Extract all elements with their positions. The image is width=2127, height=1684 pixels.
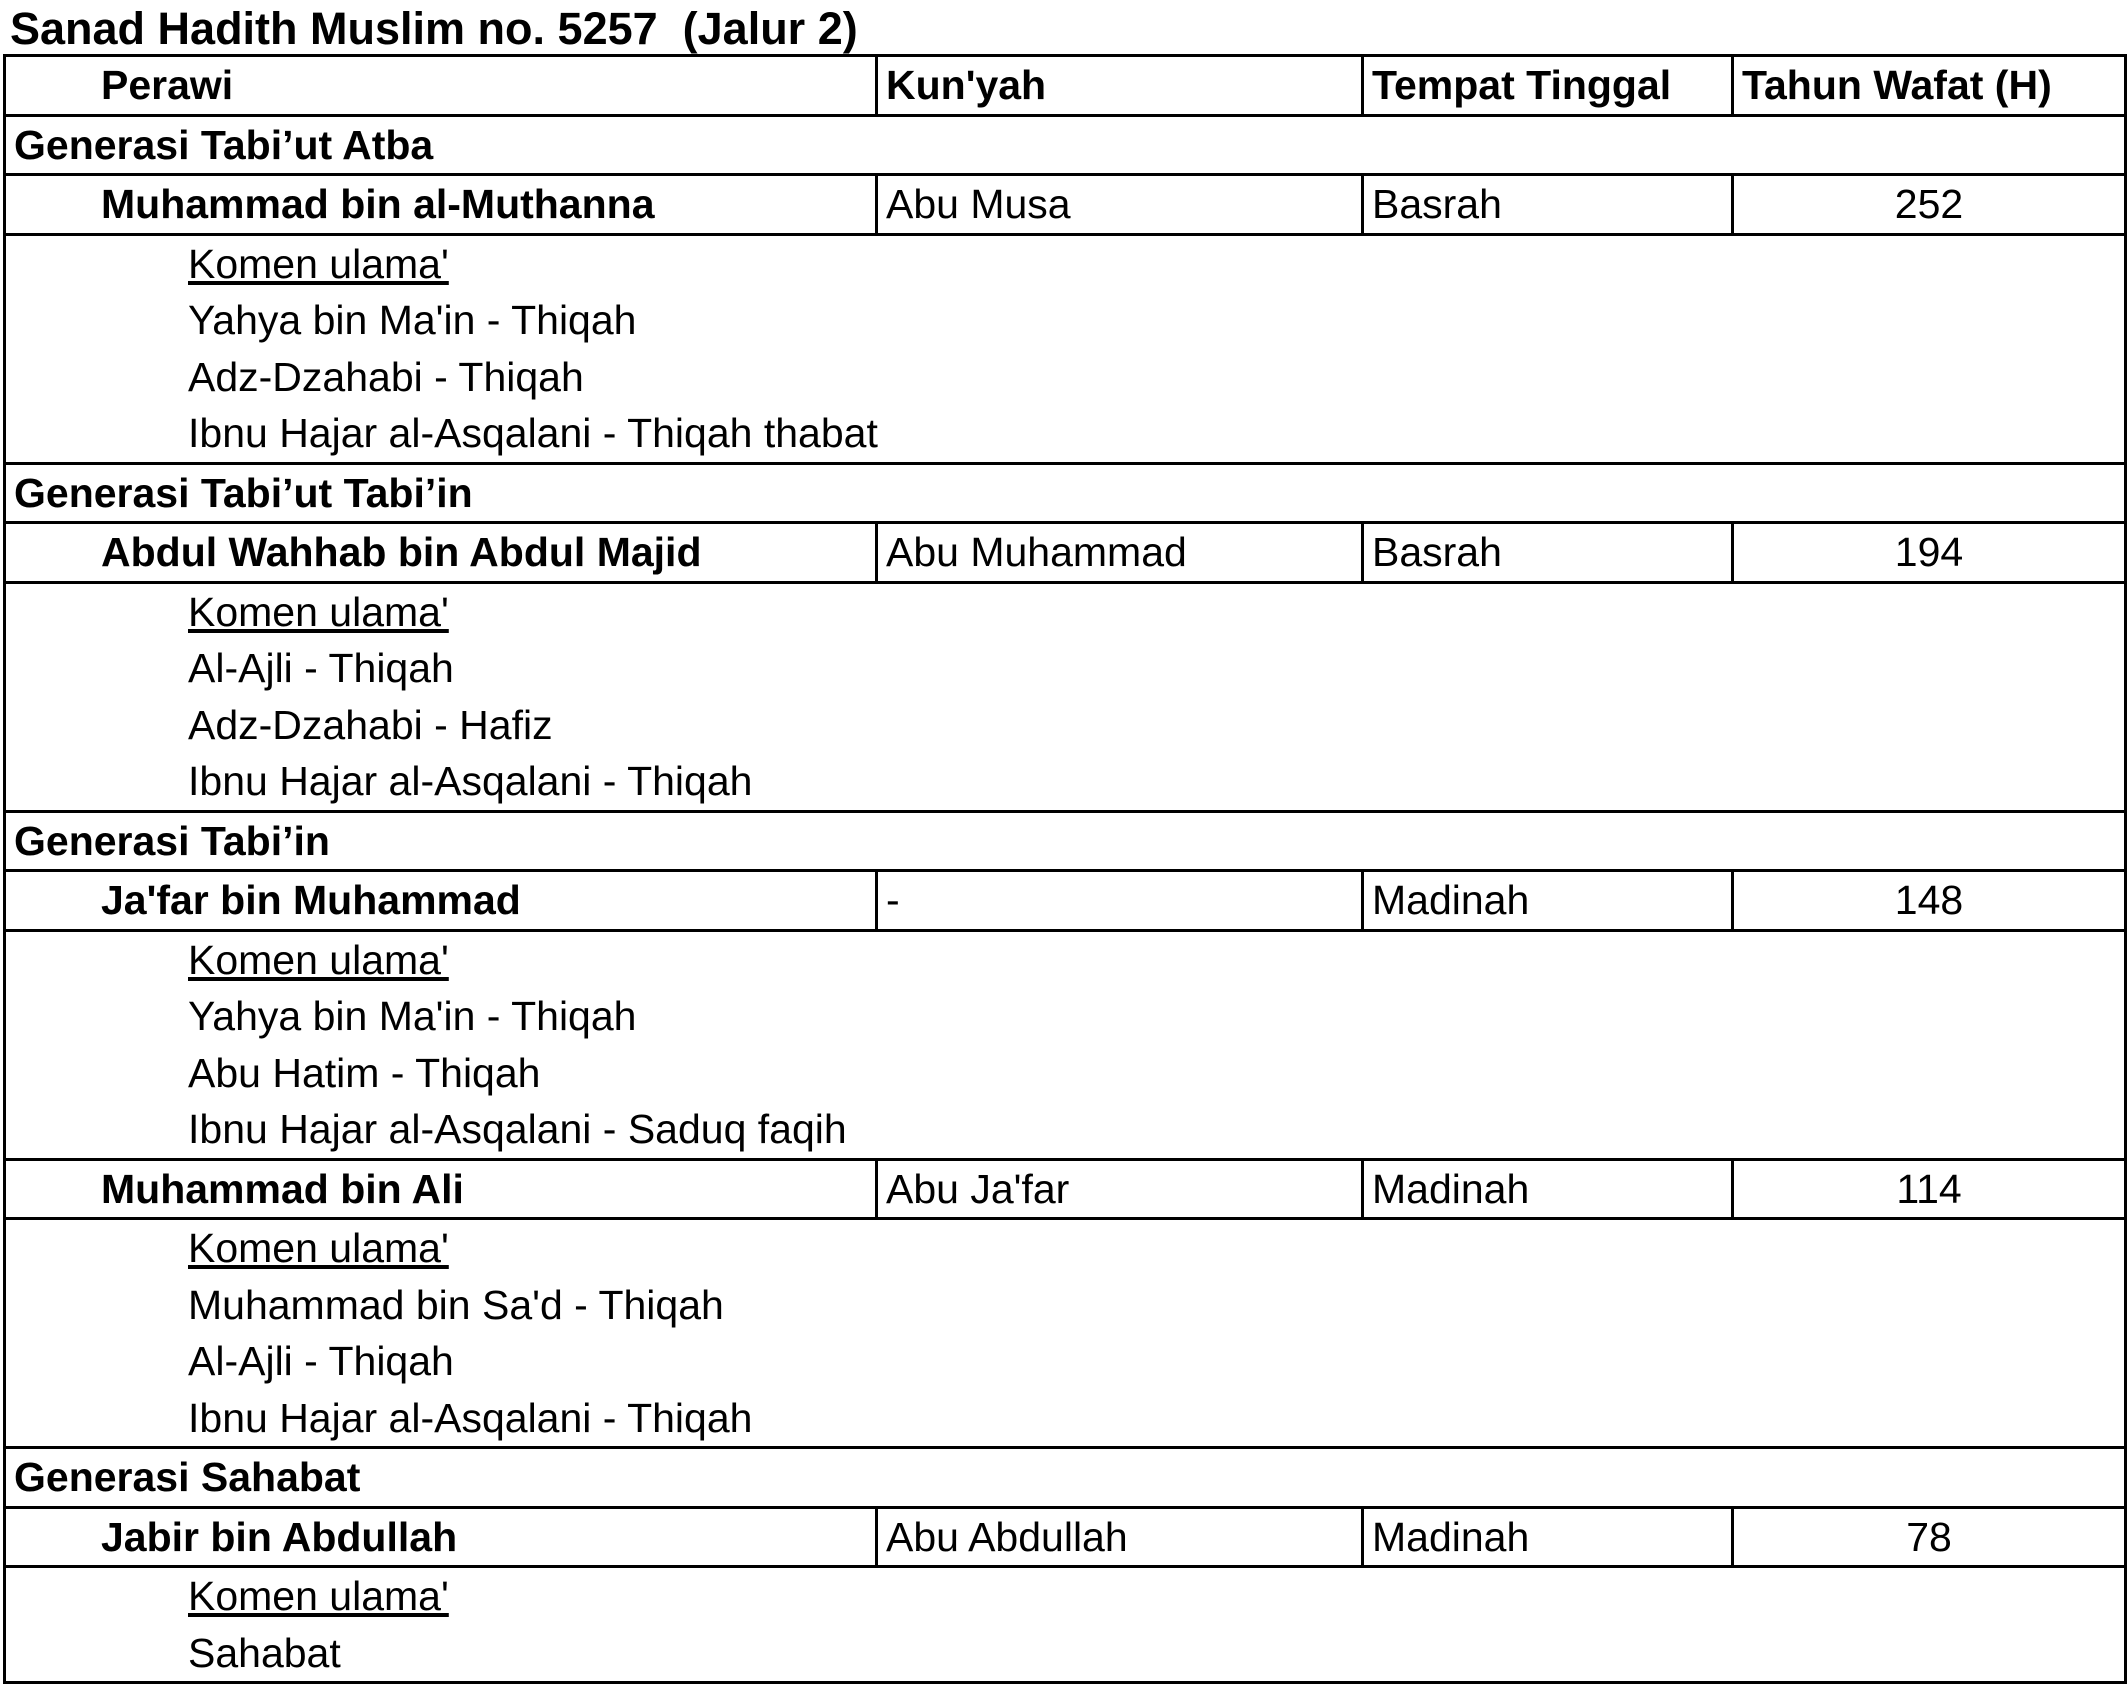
comments-label-row (5, 930, 2126, 988)
comments-label-row (5, 1567, 2126, 1625)
narrator-kunyah: - (877, 871, 1363, 931)
comment-row (5, 405, 2126, 463)
comment-row (5, 988, 2126, 1045)
scholar-comment: Ibnu Hajar al-Asqalani - Thiqah (5, 753, 2126, 811)
narrator-tahun-wafat: 114 (1733, 1159, 2126, 1219)
comments-label-cell (5, 1567, 2126, 1625)
scholar-comment: Adz-Dzahabi - Hafiz (5, 697, 2126, 754)
narrator-kunyah: Abu Muhammad (877, 523, 1363, 583)
comment-row (5, 640, 2126, 697)
generation-row (5, 463, 2126, 523)
comment-row (5, 1333, 2126, 1390)
narrator-row (5, 175, 2126, 235)
header-tahun-wafat: Tahun Wafat (H) (1733, 56, 2126, 116)
narrator-row (5, 871, 2126, 931)
document-title: Sanad Hadith Muslim no. 5257 (Jalur 2) (10, 3, 858, 54)
narrator-tahun-wafat: 252 (1733, 175, 2126, 235)
scholar-comment: Yahya bin Ma'in - Thiqah (5, 292, 2126, 349)
narrator-name: Muhammad bin al-Muthanna (5, 175, 877, 235)
comments-label: Komen ulama' (188, 1225, 449, 1272)
scholar-comment: Abu Hatim - Thiqah (5, 1045, 2126, 1102)
scholar-comment: Yahya bin Ma'in - Thiqah (5, 988, 2126, 1045)
scholar-comment: Adz-Dzahabi - Thiqah (5, 349, 2126, 406)
comment-row (5, 1045, 2126, 1102)
narrator-name: Jabir bin Abdullah (5, 1507, 877, 1567)
scholar-comment: Ibnu Hajar al-Asqalani - Thiqah thabat (5, 405, 2126, 463)
generation-row (5, 811, 2126, 871)
narrator-kunyah: Abu Musa (877, 175, 1363, 235)
narrator-row (5, 1507, 2126, 1567)
generation-label: Generasi Tabi’ut Atba (5, 115, 2126, 175)
narrator-row (5, 523, 2126, 583)
comments-label-row (5, 1219, 2126, 1277)
comments-label-cell (5, 1219, 2126, 1277)
comment-row (5, 1625, 2126, 1683)
narrator-tahun-wafat: 78 (1733, 1507, 2126, 1567)
comment-row (5, 1277, 2126, 1334)
scholar-comment: Ibnu Hajar al-Asqalani - Thiqah (5, 1390, 2126, 1448)
scholar-comment: Ibnu Hajar al-Asqalani - Saduq faqih (5, 1101, 2126, 1159)
narrator-tempat-tinggal: Madinah (1363, 871, 1733, 931)
narrator-tempat-tinggal: Madinah (1363, 1507, 1733, 1567)
generation-label: Generasi Tabi’in (5, 811, 2126, 871)
comments-label-cell (5, 582, 2126, 640)
narrator-tempat-tinggal: Basrah (1363, 175, 1733, 235)
scholar-comment: Sahabat (5, 1625, 2126, 1683)
header-tempat-tinggal: Tempat Tinggal (1363, 56, 1733, 116)
generation-row (5, 115, 2126, 175)
narrator-name: Muhammad bin Ali (5, 1159, 877, 1219)
narrator-tahun-wafat: 148 (1733, 871, 2126, 931)
comments-label: Komen ulama' (188, 1573, 449, 1620)
comments-label-cell (5, 930, 2126, 988)
sanad-table-body (5, 56, 2126, 1683)
comment-row (5, 1101, 2126, 1159)
comments-label-cell (5, 234, 2126, 292)
generation-row (5, 1448, 2126, 1508)
comments-label-row (5, 582, 2126, 640)
header-kunyah: Kun'yah (877, 56, 1363, 116)
scholar-comment: Al-Ajli - Thiqah (5, 1333, 2126, 1390)
comment-row (5, 697, 2126, 754)
table-header-row (5, 56, 2126, 116)
generation-label: Generasi Sahabat (5, 1448, 2126, 1508)
comment-row (5, 753, 2126, 811)
comments-label: Komen ulama' (188, 588, 449, 635)
scholar-comment: Muhammad bin Sa'd - Thiqah (5, 1277, 2126, 1334)
narrator-name: Ja'far bin Muhammad (5, 871, 877, 931)
narrator-tahun-wafat: 194 (1733, 523, 2126, 583)
header-perawi: Perawi (5, 56, 877, 116)
narrator-kunyah: Abu Abdullah (877, 1507, 1363, 1567)
narrator-tempat-tinggal: Madinah (1363, 1159, 1733, 1219)
sanad-table (3, 54, 2127, 1684)
narrator-name: Abdul Wahhab bin Abdul Majid (5, 523, 877, 583)
comment-row (5, 349, 2126, 406)
comments-label: Komen ulama' (188, 936, 449, 983)
comment-row (5, 1390, 2126, 1448)
comments-label: Komen ulama' (188, 240, 449, 287)
narrator-row (5, 1159, 2126, 1219)
narrator-tempat-tinggal: Basrah (1363, 523, 1733, 583)
comment-row (5, 292, 2126, 349)
scholar-comment: Al-Ajli - Thiqah (5, 640, 2126, 697)
narrator-kunyah: Abu Ja'far (877, 1159, 1363, 1219)
comments-label-row (5, 234, 2126, 292)
generation-label: Generasi Tabi’ut Tabi’in (5, 463, 2126, 523)
